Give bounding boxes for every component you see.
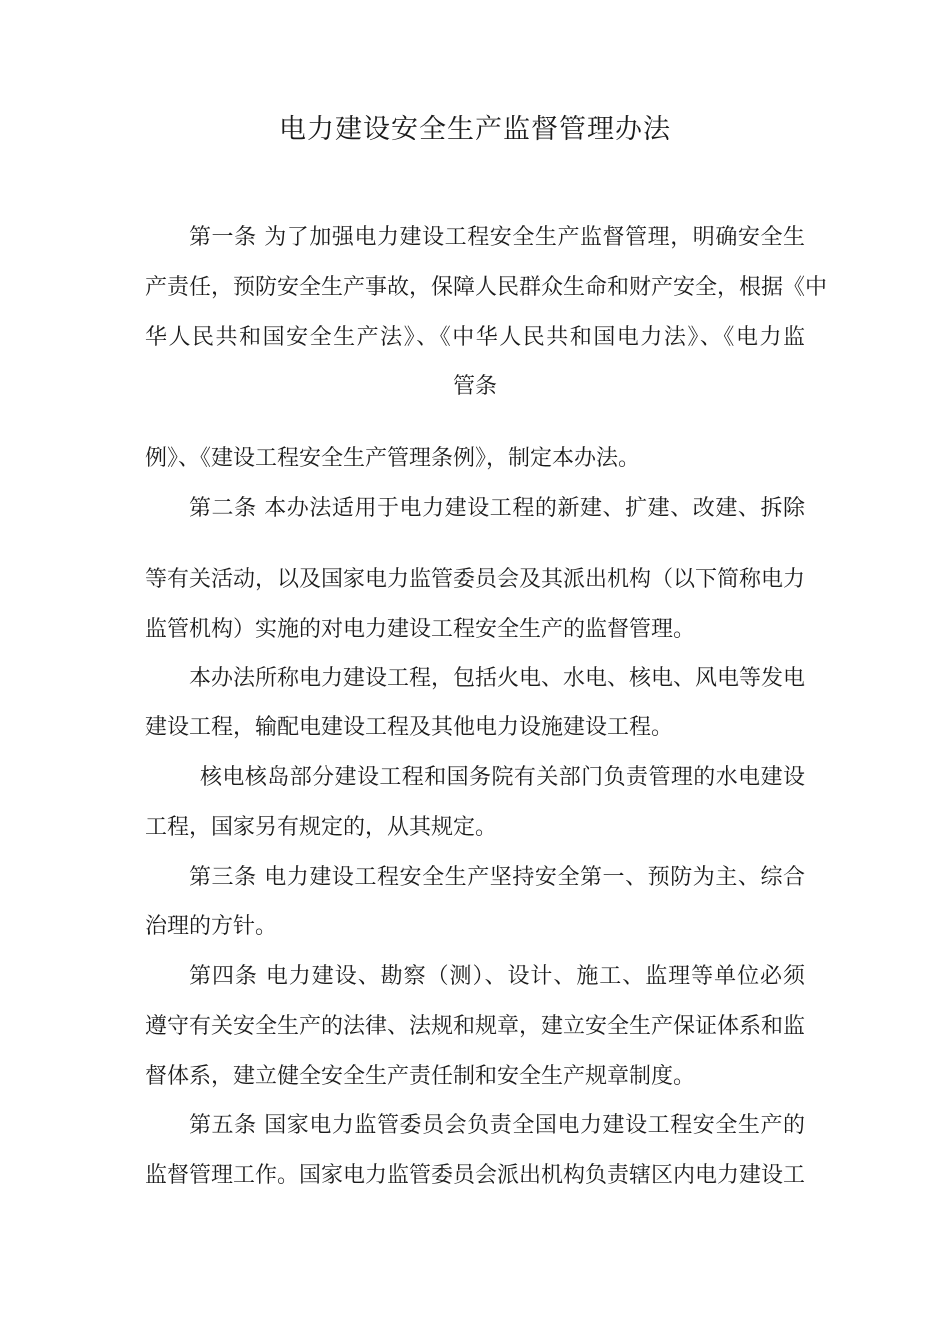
text-line: 第五条 国家电力监管委员会负责全国电力建设工程安全生产的 <box>189 1113 805 1138</box>
text-line: 第三条 电力建设工程安全生产坚持安全第一、预防为主、综合 <box>189 865 805 890</box>
text-line: 监督管理工作。国家电力监管委员会派出机构负责辖区内电力建设工 <box>145 1163 806 1188</box>
text-line: 管条 <box>452 374 497 399</box>
text-line: 工程，国家另有规定的，从其规定。 <box>145 815 498 840</box>
text-line: 第二条 本办法适用于电力建设工程的新建、扩建、改建、拆除 <box>189 496 805 521</box>
text-line: 核电核岛部分建设工程和国务院有关部门负责管理的水电建设 <box>200 765 805 790</box>
document-title: 电力建设安全生产监督管理办法 <box>279 114 671 145</box>
text-line: 等有关活动，以及国家电力监管委员会及其派出机构（以下简称电力 <box>145 567 806 592</box>
text-line: 华人民共和国安全生产法》、《中华人民共和国电力法》、《电力监 <box>145 325 805 350</box>
text-line: 产责任，预防安全生产事故，保障人民群众生命和财产安全，根据《中 <box>145 275 828 300</box>
text-line: 遵守有关安全生产的法律、法规和规章，建立安全生产保证体系和监 <box>145 1014 806 1039</box>
text-line: 监管机构）实施的对电力建设工程安全生产的监督管理。 <box>145 617 696 642</box>
text-line: 本办法所称电力建设工程，包括火电、水电、核电、风电等发电 <box>189 666 806 691</box>
text-line: 第一条 为了加强电力建设工程安全生产监督管理，明确安全生 <box>189 225 805 250</box>
text-line: 治理的方针。 <box>145 914 278 939</box>
text-line: 建设工程，输配电建设工程及其他电力设施建设工程。 <box>145 715 674 740</box>
text-line: 例》、《建设工程安全生产管理条例》，制定本办法。 <box>145 446 641 471</box>
text-line: 督体系，建立健全安全生产责任制和安全生产规章制度。 <box>145 1064 696 1089</box>
text-line: 第四条 电力建设、勘察（测）、设计、施工、监理等单位必须 <box>189 964 805 989</box>
